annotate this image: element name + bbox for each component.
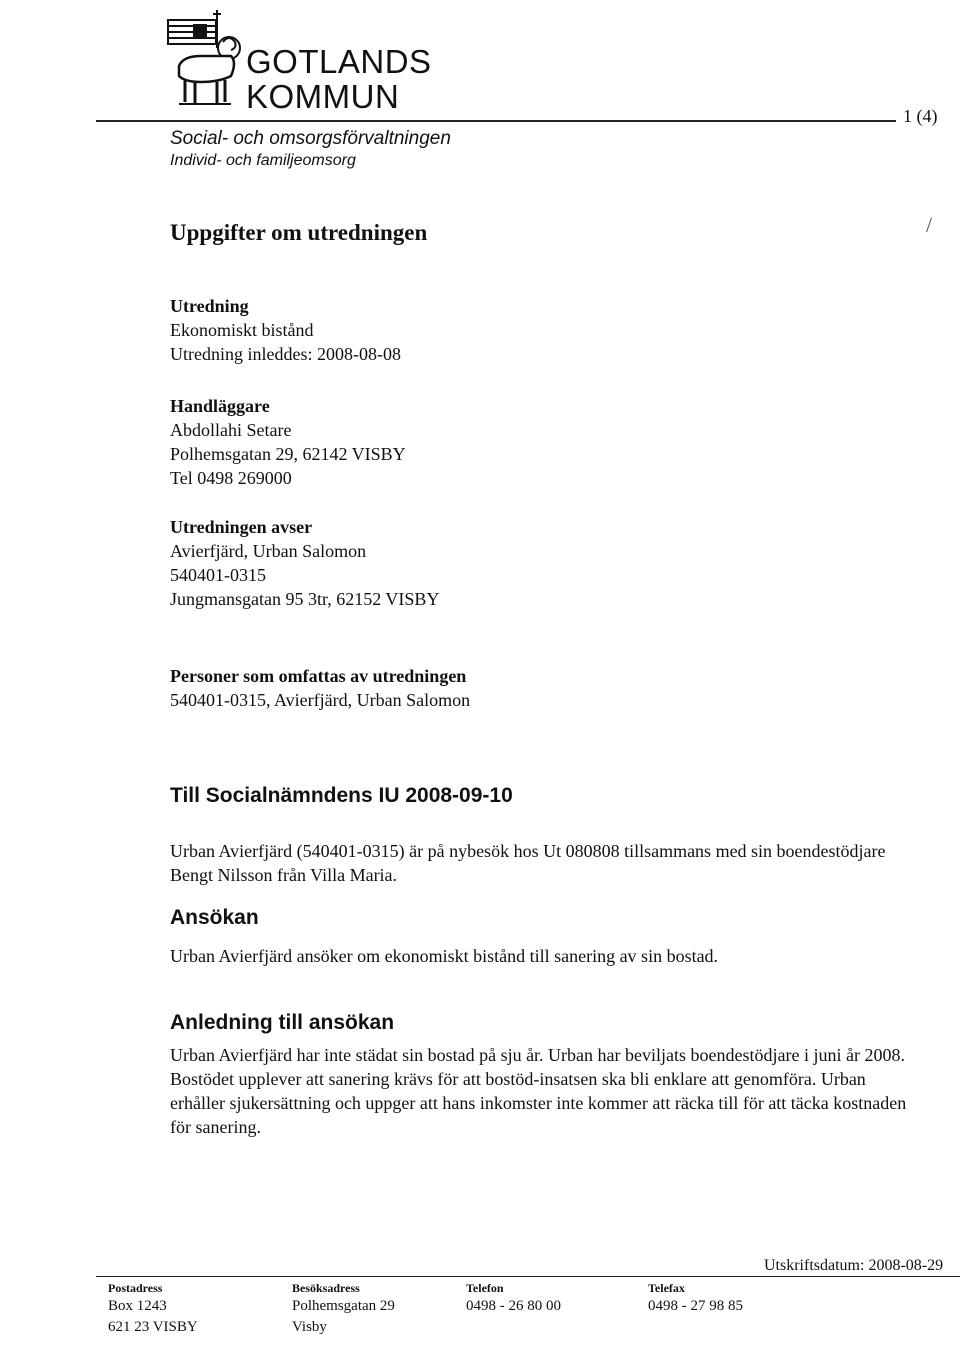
section-heading: Utredning	[170, 296, 249, 316]
footer-rule	[96, 1276, 960, 1277]
footer-value: Polhemsgatan 29	[292, 1298, 395, 1314]
section-handlaggare	[170, 394, 406, 490]
section-line: Tel 0498 269000	[170, 468, 292, 488]
page-number: 1 (4)	[903, 106, 938, 126]
section-line: Utredning inleddes: 2008-08-08	[170, 344, 401, 364]
anledning-heading: Anledning till ansökan	[170, 1011, 395, 1034]
print-date: Utskriftsdatum: 2008-08-29	[764, 1257, 944, 1274]
header-rule	[96, 120, 896, 122]
ansokan-heading: Ansökan	[170, 906, 259, 929]
footer-telefon	[466, 1280, 561, 1317]
footer-value: Box 1243	[108, 1298, 167, 1314]
footer-label: Postadress	[108, 1281, 163, 1295]
section-line: Ekonomiskt bistånd	[170, 320, 314, 340]
section-line: Polhemsgatan 29, 62142 VISBY	[170, 444, 406, 464]
footer-label: Telefon	[466, 1281, 504, 1295]
section-line: Abdollahi Setare	[170, 420, 292, 440]
footer-besoksadress	[292, 1280, 395, 1338]
unit-name: Individ- och familjeomsorg	[170, 152, 356, 169]
footer-value: Visby	[292, 1319, 327, 1335]
organization-name-line1: GOTLANDS	[246, 43, 432, 80]
socialnamnd-text: Urban Avierfjärd (540401-0315) är på nybesök hos Ut 080808 tillsammans med sin boendestödjare Bengt Nilsson från Villa Maria.	[170, 841, 886, 885]
organization-name-line2: KOMMUN	[246, 78, 400, 115]
footer-value: 0498 - 26 80 00	[466, 1298, 561, 1314]
scan-mark: /	[926, 212, 933, 237]
footer-label: Besöksadress	[292, 1281, 360, 1295]
section-heading: Handläggare	[170, 396, 270, 416]
footer-telefax	[648, 1280, 743, 1317]
section-line: 540401-0315, Avierfjärd, Urban Salomon	[170, 690, 471, 710]
footer-value: 0498 - 27 98 85	[648, 1298, 743, 1314]
socialnamnd-heading: Till Socialnämndens IU 2008-09-10	[170, 784, 513, 807]
footer-postadress	[108, 1280, 198, 1338]
section-heading: Personer som omfattas av utredningen	[170, 666, 467, 686]
footer-label: Telefax	[648, 1281, 685, 1295]
gotland-ram-logo-icon	[165, 8, 247, 110]
section-personer	[170, 664, 470, 712]
section-heading: Utredningen avser	[170, 517, 313, 537]
section-line: 540401-0315	[170, 565, 266, 585]
section-line: Avierfjärd, Urban Salomon	[170, 541, 367, 561]
section-utredning	[170, 294, 401, 366]
anledning-text: Urban Avierfjärd har inte städat sin bostad på sju år. Urban har beviljats boendestödjare i juni år 2008. Bostödet upplever att sanering krävs för att bostöd-insatsen ska bli enklare att genomföra. Urban erhåller sjukersättning och uppger att hans inkomster inte kommer att räcka till för att täcka kostnaden för sanering.	[170, 1045, 907, 1137]
section-line: Jungmansgatan 95 3tr, 62152 VISBY	[170, 589, 440, 609]
department-name: Social- och omsorgsförvaltningen	[170, 128, 451, 149]
document-title: Uppgifter om utredningen	[170, 220, 428, 245]
section-utredningen-avser	[170, 515, 439, 611]
ansokan-text: Urban Avierfjärd ansöker om ekonomiskt bistånd till sanering av sin bostad.	[170, 946, 719, 966]
footer-value: 621 23 VISBY	[108, 1319, 198, 1335]
